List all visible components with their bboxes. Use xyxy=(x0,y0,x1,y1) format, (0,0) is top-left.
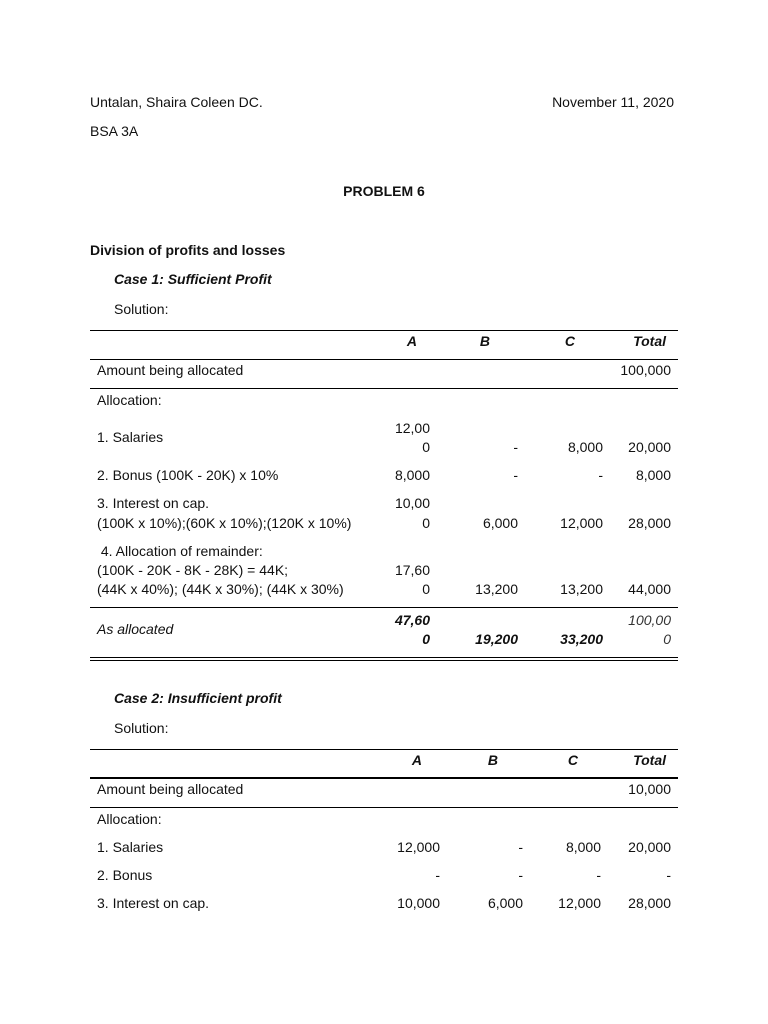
col-header-b: B xyxy=(479,333,490,349)
cell-total: 28,000 xyxy=(628,515,671,531)
col-header-b: B xyxy=(487,752,498,768)
cell-b: - xyxy=(513,439,518,455)
cell-c: 8,000 xyxy=(565,839,601,855)
amount-label: Amount being allocated xyxy=(97,781,244,797)
cell-c: - xyxy=(596,867,601,883)
cell-a: 17,60 xyxy=(394,562,430,578)
cell-c: - xyxy=(598,467,603,483)
cell-b: - xyxy=(513,467,518,483)
cell-c: 12,000 xyxy=(560,515,603,531)
student-section: BSA 3A xyxy=(90,123,139,139)
allocated-c: 33,200 xyxy=(560,631,603,647)
allocated-b: 19,200 xyxy=(475,631,518,647)
cell-b: - xyxy=(518,867,523,883)
cell-a: 8,000 xyxy=(394,467,430,483)
cell-a: 0 xyxy=(422,439,430,455)
cell-a: 10,00 xyxy=(394,495,430,511)
col-header-total: Total xyxy=(633,333,666,349)
col-header-c: C xyxy=(564,333,575,349)
cell-a: 12,000 xyxy=(397,839,440,855)
cell-a: 0 xyxy=(422,515,430,531)
table-rule xyxy=(90,388,678,389)
table-rule xyxy=(90,777,678,779)
cell-b: 6,000 xyxy=(487,895,523,911)
double-rule xyxy=(90,660,678,661)
cell-c: 13,200 xyxy=(560,581,603,597)
cell-b: 6,000 xyxy=(482,515,518,531)
case1-solution-label: Solution: xyxy=(114,301,169,317)
row-label: (100K - 20K - 8K - 28K) = 44K; xyxy=(97,562,289,578)
allocated-label: As allocated xyxy=(97,621,174,637)
cell-total: 20,000 xyxy=(628,839,671,855)
row-label: 1. Salaries xyxy=(97,839,164,855)
cell-a: 0 xyxy=(422,581,430,597)
cell-b: 13,200 xyxy=(475,581,518,597)
student-name: Untalan, Shaira Coleen DC. xyxy=(90,94,263,110)
table-rule xyxy=(90,807,678,808)
allocated-total: 0 xyxy=(663,631,671,647)
row-label: (100K x 10%);(60K x 10%);(120K x 10%) xyxy=(97,515,352,531)
cell-total: 8,000 xyxy=(635,467,671,483)
page-title: PROBLEM 6 xyxy=(343,183,425,199)
table-rule xyxy=(90,607,678,608)
table-rule xyxy=(90,359,678,360)
table-rule xyxy=(90,749,678,750)
cell-c: 8,000 xyxy=(567,439,603,455)
cell-total: 44,000 xyxy=(628,581,671,597)
cell-total: 28,000 xyxy=(628,895,671,911)
cell-a: 10,000 xyxy=(397,895,440,911)
row-label: 3. Interest on cap. xyxy=(97,495,210,511)
case2-solution-label: Solution: xyxy=(114,720,169,736)
section-heading: Division of profits and losses xyxy=(90,242,286,258)
col-header-a: A xyxy=(406,333,417,349)
double-rule xyxy=(90,657,678,658)
amount-total: 100,000 xyxy=(620,362,671,378)
cell-c: 12,000 xyxy=(558,895,601,911)
row-label: 3. Interest on cap. xyxy=(97,895,210,911)
row-label: 2. Bonus xyxy=(97,867,153,883)
row-label: (44K x 40%); (44K x 30%); (44K x 30%) xyxy=(97,581,344,597)
document-date: November 11, 2020 xyxy=(552,94,674,110)
case2-title: Case 2: Insufficient profit xyxy=(114,690,282,706)
allocation-label: Allocation: xyxy=(97,392,162,408)
allocation-label: Allocation: xyxy=(97,811,162,827)
amount-label: Amount being allocated xyxy=(97,362,244,378)
row-label: 2. Bonus (100K - 20K) x 10% xyxy=(97,467,279,483)
col-header-c: C xyxy=(567,752,578,768)
cell-b: - xyxy=(518,839,523,855)
cell-a: 12,00 xyxy=(394,420,430,436)
case1-title: Case 1: Sufficient Profit xyxy=(114,271,272,287)
col-header-total: Total xyxy=(633,752,666,768)
allocated-total: 100,00 xyxy=(628,612,671,628)
cell-a: - xyxy=(435,867,440,883)
row-label: 4. Allocation of remainder: xyxy=(97,543,263,559)
allocated-a: 47,60 xyxy=(394,612,430,628)
amount-total: 10,000 xyxy=(628,781,671,797)
cell-total: - xyxy=(666,867,671,883)
row-label: 1. Salaries xyxy=(97,429,164,445)
col-header-a: A xyxy=(411,752,422,768)
table-rule xyxy=(90,330,678,331)
cell-total: 20,000 xyxy=(628,439,671,455)
allocated-a: 0 xyxy=(422,631,430,647)
